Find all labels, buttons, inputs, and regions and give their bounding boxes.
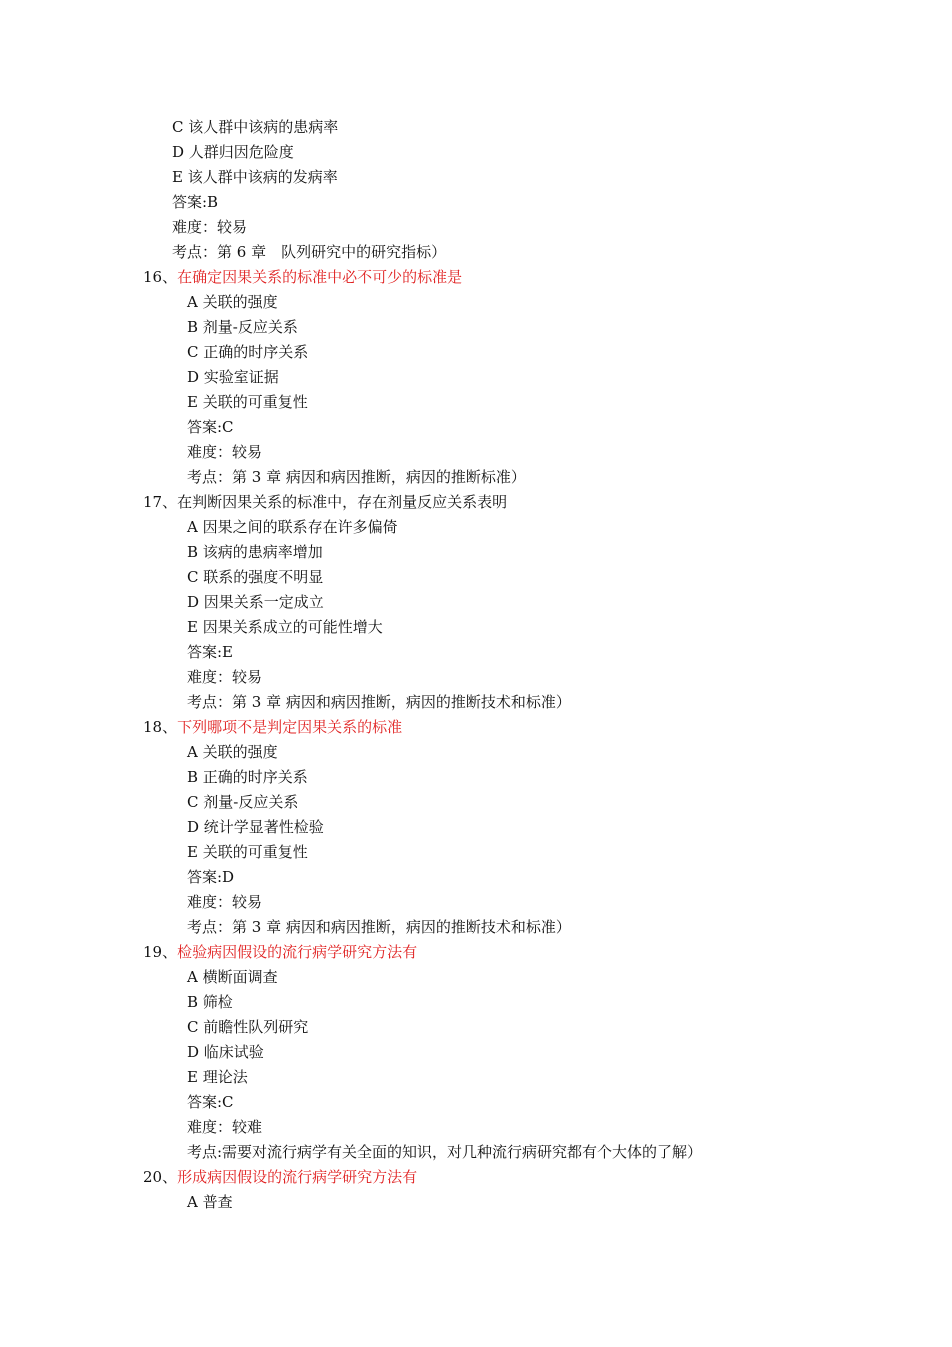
option-d: D 临床试验	[187, 1043, 264, 1061]
question-stem: 在判断因果关系的标准中，存在剂量反应关系表明	[177, 493, 508, 511]
question-stem: 在确定因果关系的标准中必不可少的标准是	[177, 268, 463, 286]
option-c: C 正确的时序关系	[187, 343, 309, 361]
option-a: A 普查	[187, 1193, 233, 1211]
difficulty: 难度：较易	[187, 668, 263, 686]
difficulty: 难度：较易	[187, 443, 263, 461]
option-e: E 该人群中该病的发病率	[172, 168, 338, 186]
option-e: E 因果关系成立的可能性增大	[187, 618, 383, 636]
option-c: C 联系的强度不明显	[187, 568, 324, 586]
option-c: C 该人群中该病的患病率	[172, 118, 339, 136]
question-19	[0, 940, 952, 965]
option-b: B 剂量-反应关系	[187, 318, 298, 336]
question-number: 19、	[143, 943, 178, 961]
option-e: E 关联的可重复性	[187, 843, 308, 861]
option-b: B 该病的患病率增加	[187, 543, 323, 561]
answer: 答案:D	[187, 868, 235, 886]
exam-point: 考点:需要对流行病学有关全面的知识，对几种流行病研究都有个大体的了解）	[187, 1143, 703, 1161]
answer: 答案:E	[187, 643, 234, 661]
answer: 答案:B	[172, 193, 219, 211]
question-16	[0, 265, 952, 290]
option-c: C 前瞻性队列研究	[187, 1018, 309, 1036]
option-a: A 关联的强度	[187, 293, 278, 311]
exam-point: 考点：第 6 章 队列研究中的研究指标）	[172, 243, 447, 261]
document-page	[0, 115, 952, 1215]
question-stem: 检验病因假设的流行病学研究方法有	[177, 943, 418, 961]
question-number: 16、	[143, 268, 178, 286]
option-a: A 横断面调查	[187, 968, 278, 986]
question-stem: 下列哪项不是判定因果关系的标准	[177, 718, 403, 736]
option-b: B 正确的时序关系	[187, 768, 308, 786]
option-d: D 因果关系一定成立	[187, 593, 324, 611]
question-17	[0, 490, 952, 515]
question-20	[0, 1165, 952, 1190]
question-18	[0, 715, 952, 740]
option-c: C 剂量-反应关系	[187, 793, 299, 811]
question-stem: 形成病因假设的流行病学研究方法有	[177, 1168, 418, 1186]
exam-point: 考点：第 3 章 病因和病因推断，病因的推断技术和标准）	[187, 918, 571, 936]
answer: 答案:C	[187, 418, 234, 436]
option-e: E 关联的可重复性	[187, 393, 308, 411]
difficulty: 难度：较易	[172, 218, 248, 236]
question-number: 18、	[143, 718, 178, 736]
option-a: A 关联的强度	[187, 743, 278, 761]
question-number: 17、	[143, 493, 178, 511]
option-d: D 实验室证据	[187, 368, 279, 386]
difficulty: 难度：较难	[187, 1118, 263, 1136]
answer: 答案:C	[187, 1093, 234, 1111]
exam-point: 考点：第 3 章 病因和病因推断，病因的推断技术和标准）	[187, 693, 571, 711]
option-b: B 筛检	[187, 993, 233, 1011]
option-e: E 理论法	[187, 1068, 248, 1086]
question-number: 20、	[143, 1168, 178, 1186]
option-d: D 人群归因危险度	[172, 143, 294, 161]
option-d: D 统计学显著性检验	[187, 818, 324, 836]
exam-point: 考点：第 3 章 病因和病因推断，病因的推断标准）	[187, 468, 526, 486]
option-a: A 因果之间的联系存在许多偏倚	[187, 518, 398, 536]
difficulty: 难度：较易	[187, 893, 263, 911]
